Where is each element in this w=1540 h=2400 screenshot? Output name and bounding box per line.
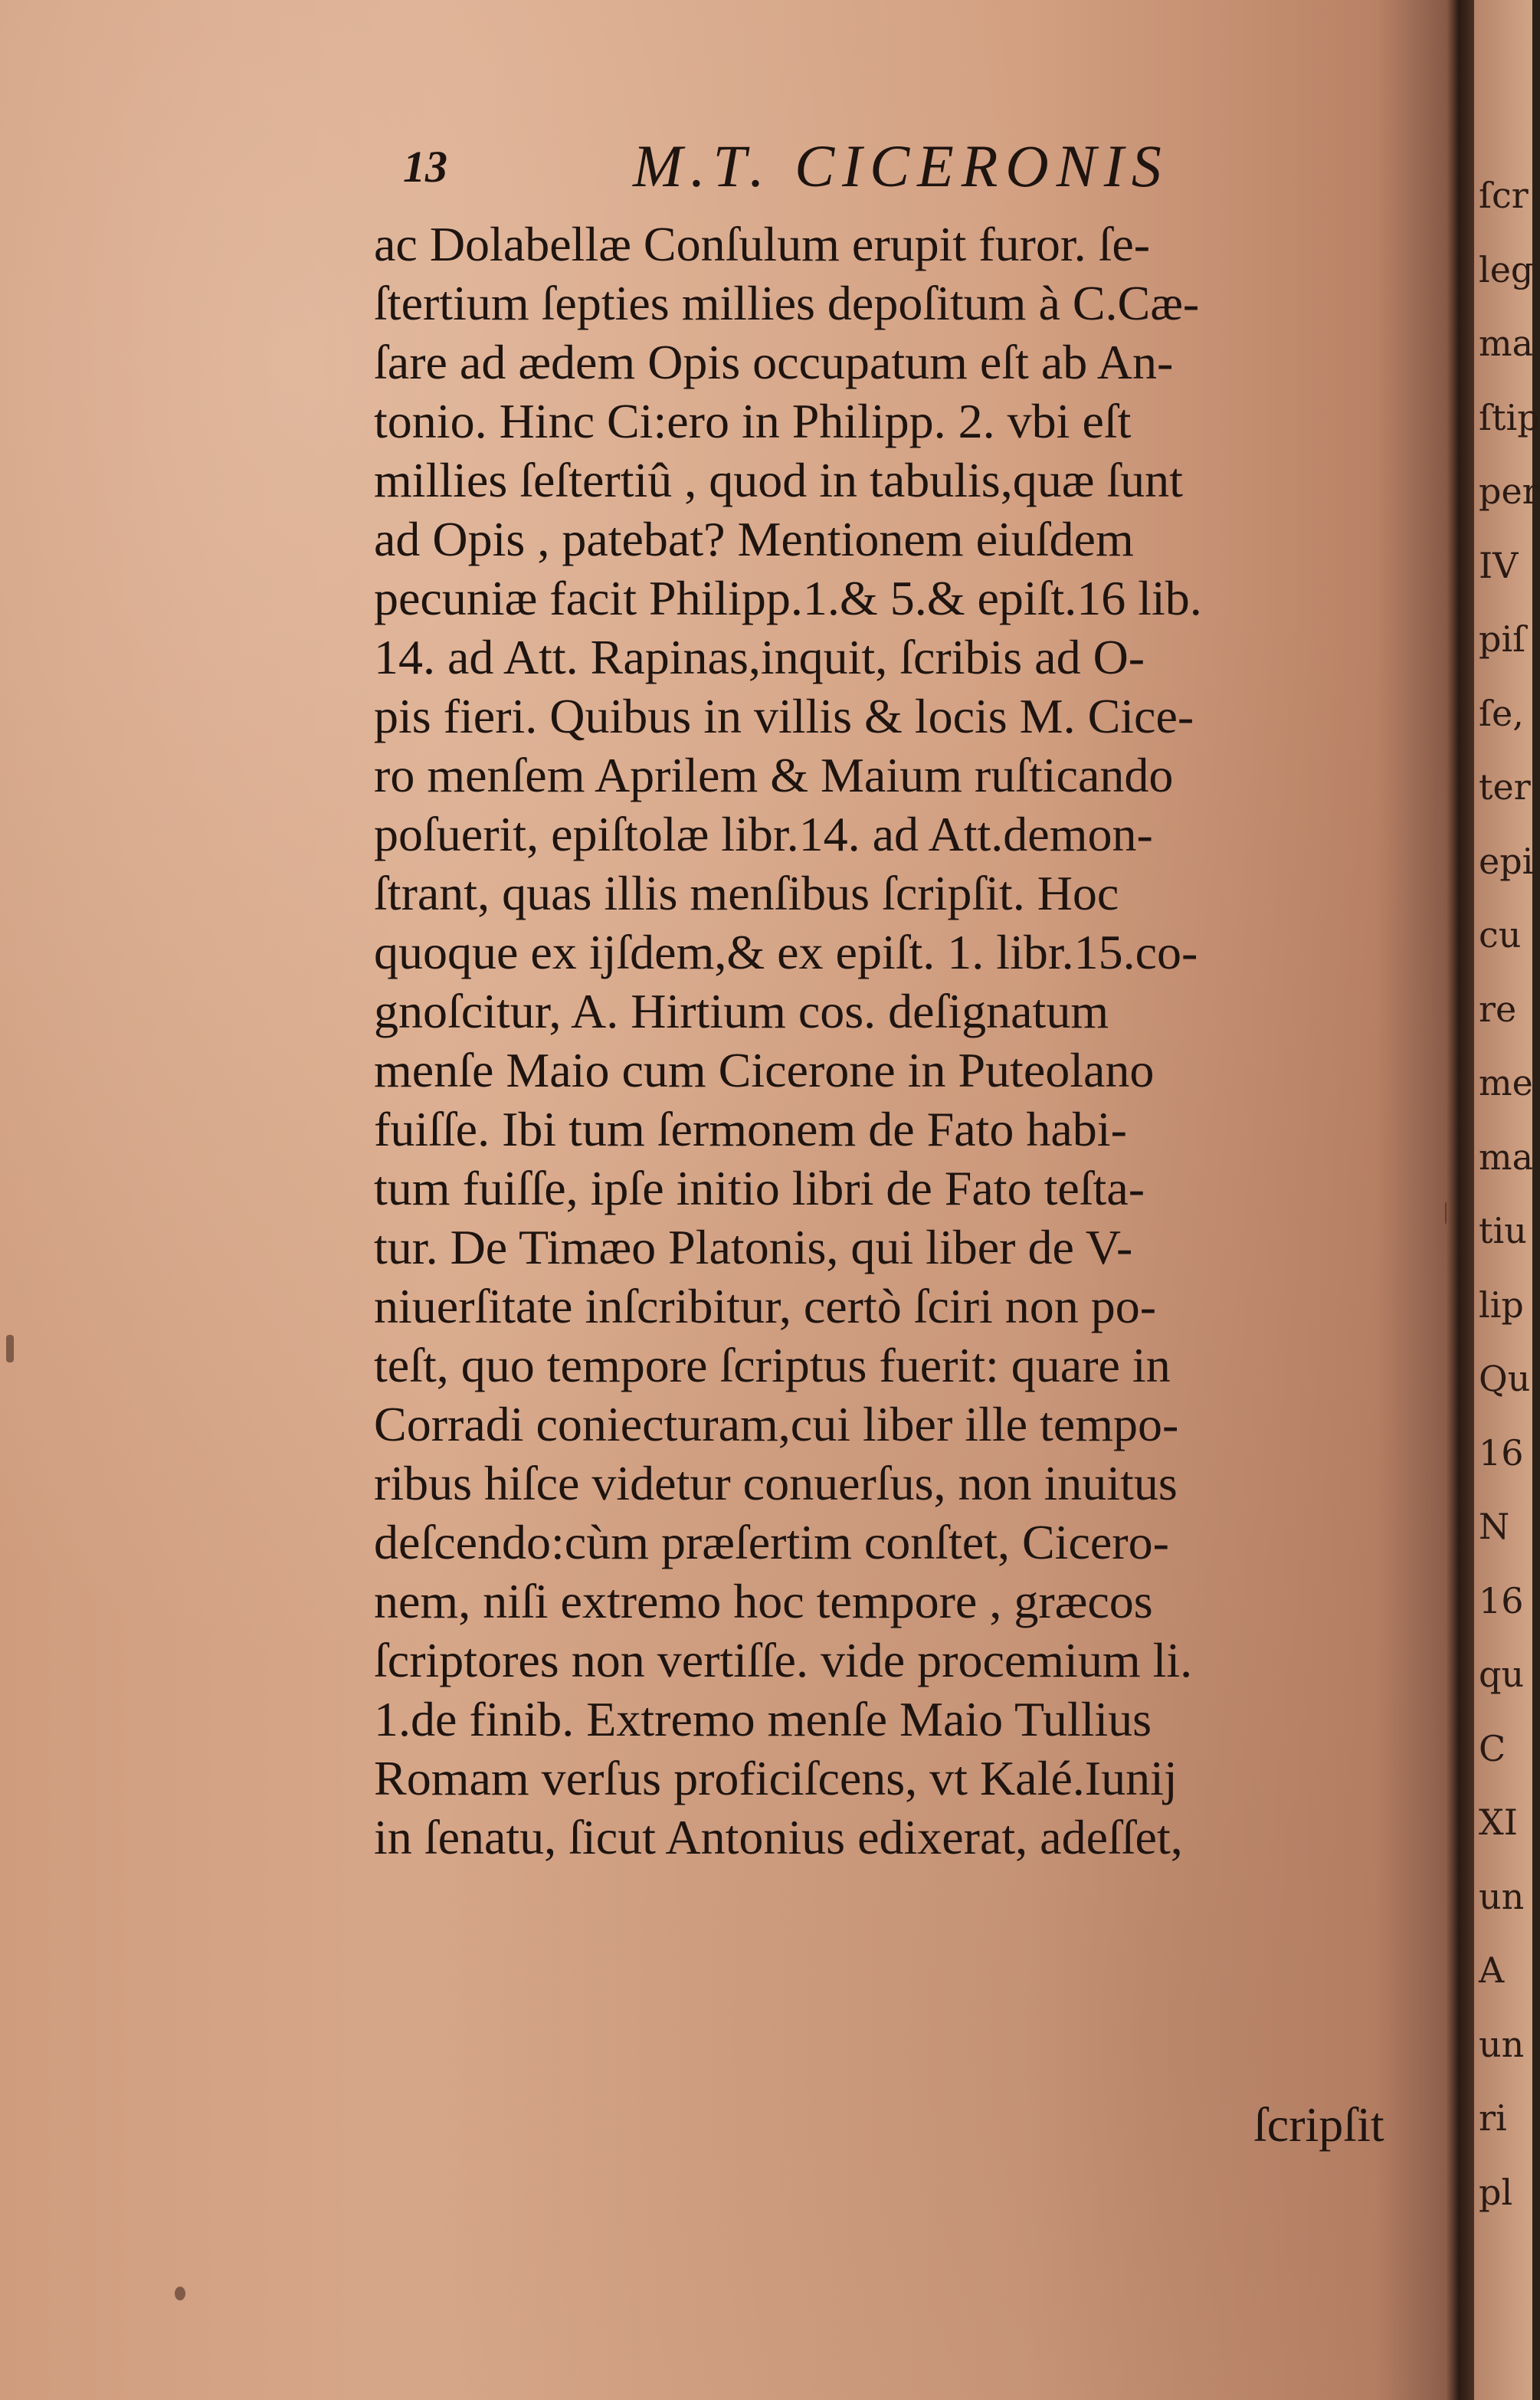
text-line: ſare ad ædem Opis occupatum eſt ab An- [374, 335, 1174, 389]
ink-spot [6, 1335, 14, 1362]
facing-page-fragment: IV [1479, 545, 1519, 586]
facing-page-fragment: pl [1479, 2172, 1513, 2213]
page-number: 13 [403, 142, 447, 192]
facing-page-fragment: Qu [1479, 1358, 1531, 1399]
text-line: pis fieri. Quibus in villis & locis M. Cice- [374, 689, 1194, 743]
catchword: ſcripſit [1253, 2097, 1384, 2152]
facing-page-fragment: ma [1479, 1136, 1534, 1178]
text-line: Romam verſus proficiſcens, vt Kalé.Iunij [374, 1751, 1178, 1805]
text-line: teſt, quo tempore ſcriptus fuerit: quare in [374, 1338, 1171, 1392]
facing-page-fragment: un [1479, 1876, 1525, 1917]
text-line: fuiſſe. Ibi tum ſermonem de Fato habi- [374, 1102, 1127, 1156]
text-line: ſcriptores non vertiſſe. vide procemium li. [374, 1633, 1193, 1687]
facing-page-fragment: ri [1479, 2097, 1507, 2139]
text-line: 1.de finib. Extremo menſe Maio Tullius [374, 1692, 1152, 1746]
facing-page-fragment: epi [1479, 841, 1534, 882]
facing-page-fragment: ma [1479, 323, 1534, 364]
facing-page-fragment: piſ [1479, 618, 1526, 660]
text-line: ſtrant, quas illis menſibus ſcripſit. Hoc [374, 866, 1119, 920]
text-line: quoque ex ijſdem,& ex epiſt. 1. libr.15.co- [374, 925, 1198, 979]
facing-page-fragment: qu [1479, 1654, 1525, 1695]
facing-page-fragment: ter [1479, 766, 1531, 808]
running-head: M.T. CICERONIS [633, 133, 1169, 199]
text-line: millies ſeſtertiû , quod in tabulis,quæ ſunt [374, 453, 1183, 507]
facing-page-fragment: A [1479, 1949, 1505, 1991]
facing-page-fragment: un [1479, 2024, 1525, 2065]
text-line: ro menſem Aprilem & Maium ruſticando [374, 748, 1174, 802]
facing-page-fragment: lip [1479, 1284, 1524, 1326]
text-line: niuerſitate inſcribitur, certò ſciri non po- [374, 1279, 1157, 1333]
text-line: ribus hiſce videtur conuerſus, non inuitus [374, 1456, 1178, 1510]
ink-spot [175, 2287, 185, 2300]
page-header [403, 132, 1284, 208]
text-line: Corradi coniecturam,cui liber ille tempo- [374, 1397, 1179, 1451]
facing-page-fragment: re [1479, 989, 1517, 1030]
text-line: deſcendo:cùm præſertim conſtet, Cicero- [374, 1515, 1169, 1569]
text-line: in ſenatu, ſicut Antonius edixerat, adeſſet, [374, 1810, 1183, 1864]
facing-page-fragment: me [1479, 1062, 1533, 1103]
text-line: nem, niſi extremo hoc tempore , græcos [374, 1574, 1153, 1628]
text-line: tum fuiſſe, ipſe initio libri de Fato teſta- [374, 1161, 1145, 1215]
facing-page-fragment: ſcr [1479, 175, 1529, 216]
text-line: ac Dolabellæ Conſulum erupit furor. ſe- [374, 217, 1151, 271]
facing-page-fragment: C [1479, 1728, 1506, 1769]
facing-page-fragment: ſtip [1479, 397, 1540, 438]
text-line: menſe Maio cum Cicerone in Puteolano [374, 1043, 1155, 1097]
facing-page-fragment: tiu [1479, 1210, 1527, 1251]
text-line: pecuniæ facit Philipp.1.& 5.& epiſt.16 lib. [374, 571, 1202, 625]
text-line: poſuerit, epiſtolæ libr.14. ad Att.demon- [374, 807, 1153, 861]
text-line: ſtertium ſepties millies depoſitum à C.Cæ- [374, 276, 1200, 330]
text-line: tonio. Hinc Ci:ero in Philipp. 2. vbi eſt [374, 394, 1132, 448]
text-line: ad Opis , patebat? Mentionem eiuſdem [374, 512, 1134, 566]
facing-page-fragment: 16 [1479, 1432, 1524, 1474]
text-line: tur. De Timæo Platonis, qui liber de V- [374, 1220, 1133, 1274]
facing-page-fragment: XI [1479, 1802, 1518, 1843]
facing-page-fragment: cu [1479, 914, 1522, 956]
facing-page-fragment: N [1479, 1506, 1510, 1547]
facing-page-fragment: 16 [1479, 1580, 1524, 1621]
text-line: gnoſcitur, A. Hirtium cos. deſignatum [374, 984, 1109, 1038]
facing-page-fragment: ſe, [1479, 693, 1524, 734]
facing-page-fragment: per [1479, 470, 1539, 512]
text-line: 14. ad Att. Rapinas,inquit, ſcribis ad O- [374, 630, 1145, 684]
facing-page-edge [1474, 0, 1540, 2400]
facing-page-fragment: leg [1479, 249, 1534, 290]
binding-gutter [1447, 0, 1474, 2400]
